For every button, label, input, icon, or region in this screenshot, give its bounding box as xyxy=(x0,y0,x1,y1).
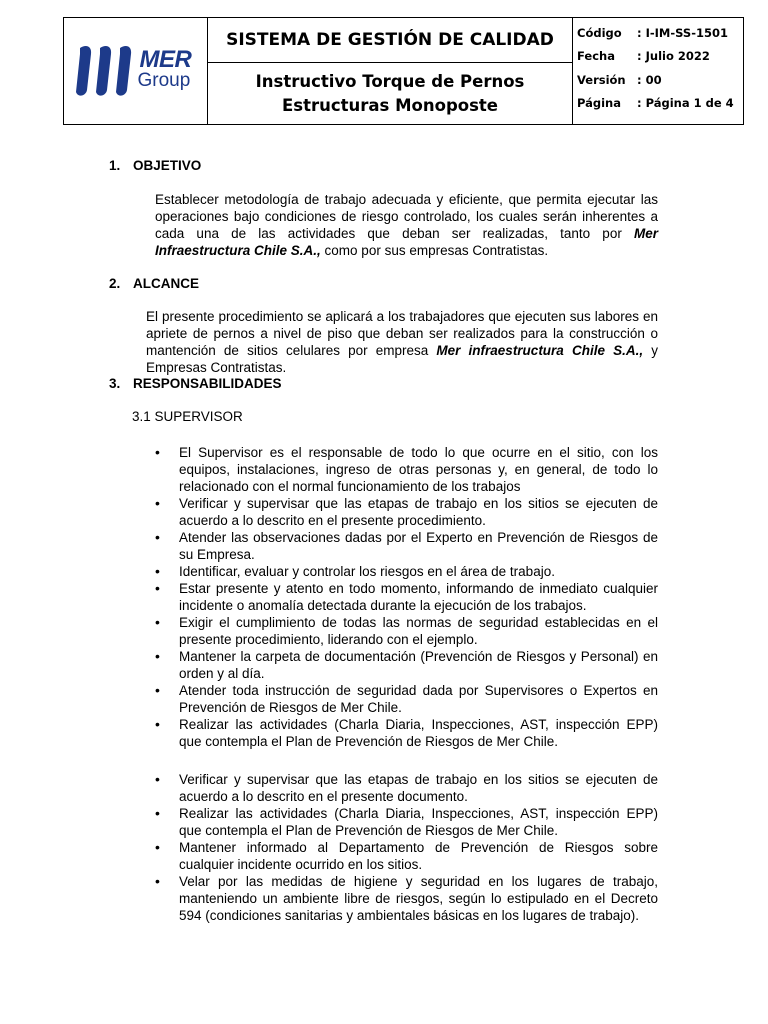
meta-key: Versión xyxy=(577,72,626,87)
alcance-paragraph xyxy=(146,308,658,376)
section-number: 2. xyxy=(109,276,121,291)
paragraph-text: El presente procedimiento se aplicará a los trabajadores que ejecuten sus labores en apriete de pernos a nivel de piso que deban ser realizados para la construcción o mantención de sitios celulares por empresa xyxy=(146,309,658,358)
paragraph-text: Establecer metodología de trabajo adecuada y eficiente, que permita ejecutar las operaciones bajo condiciones de riesgo controlado, los cuales serán inherentes a cada una de las actividades que deban ser realizadas, tanto por xyxy=(155,192,658,241)
list-item: • Verificar y supervisar que las etapas de trabajo en los sitios se ejecuten de acuerdo a lo descrito en el presente procedimiento. xyxy=(155,495,658,529)
metadata-cell xyxy=(573,18,743,124)
mer-group-logo xyxy=(72,44,200,98)
meta-value: : 00 xyxy=(637,72,662,87)
company-name: Mer Infraestructura Chile S.A., xyxy=(155,226,658,258)
list-item: • Estar presente y atento en todo momento, informando de inmediato cualquier incidente o anomalía detectada durante la ejecución de los trabajos. xyxy=(155,580,658,614)
section-heading-alcance xyxy=(109,276,199,291)
meta-row-version xyxy=(577,68,743,92)
section-heading-objetivo xyxy=(109,158,201,173)
meta-value: : Página 1 de 4 xyxy=(637,96,734,111)
section-heading-responsabilidades xyxy=(109,376,282,391)
meta-key: Código xyxy=(577,25,622,40)
list-item: • Mantener informado al Departamento de Prevención de Riesgos sobre cualquier incidente ocurrido en los sitios. xyxy=(155,839,658,873)
list-item: • Velar por las medidas de higiene y seguridad en los lugares de trabajo, manteniendo un ambiente libre de riesgos, según lo estipulado en el Decreto 594 (condiciones sanitarias y ambientales básicas en los lugares de trabajo). xyxy=(155,873,658,924)
document-system-title: SISTEMA DE GESTIÓN DE CALIDAD xyxy=(208,18,572,63)
supervisor-responsibilities-list xyxy=(155,444,658,750)
meta-row-pagina xyxy=(577,92,743,116)
paragraph-text: como por sus empresas Contratistas. xyxy=(320,243,549,258)
meta-key: Fecha xyxy=(577,49,615,64)
meta-key: Página xyxy=(577,96,622,111)
supervisor-responsibilities-list-2 xyxy=(155,771,658,924)
meta-row-codigo xyxy=(577,21,743,45)
list-item: • Atender toda instrucción de seguridad dada por Supervisores o Expertos en Prevención de Riesgos de Mer Chile. xyxy=(155,682,658,716)
meta-value: : I-IM-SS-1501 xyxy=(637,25,728,40)
objetivo-paragraph xyxy=(155,191,658,259)
section-title: ALCANCE xyxy=(133,276,199,291)
company-name: Mer infraestructura Chile S.A., xyxy=(436,343,644,358)
logo-stripes-icon xyxy=(72,44,138,98)
list-item: • Exigir el cumplimiento de todas las normas de seguridad establecidas en el presente procedimiento, liderando con el ejemplo. xyxy=(155,614,658,648)
section-number: 3. xyxy=(109,376,121,391)
list-item: • Realizar las actividades (Charla Diaria, Inspecciones, AST, inspección EPP) que contempla el Plan de Prevención de Riesgos de Mer Chile. xyxy=(155,805,658,839)
document-title: Instructivo Torque de Pernos Estructuras Monoposte xyxy=(255,71,525,115)
paragraph-text: y Empresas Contratistas. xyxy=(146,343,658,375)
subsection-heading-supervisor: 3.1 SUPERVISOR xyxy=(132,409,243,424)
list-item: • Verificar y supervisar que las etapas de trabajo en los sitios se ejecuten de acuerdo a lo descrito en el presente documento. xyxy=(155,771,658,805)
meta-value: : Julio 2022 xyxy=(637,49,710,64)
list-item: • El Supervisor es el responsable de todo lo que ocurre en el sitio, con los equipos, instalaciones, ingreso de otras personas y, en general, de todo lo relacionado con el normal funcionamiento de los trabajos xyxy=(155,444,658,495)
list-item: • Mantener la carpeta de documentación (Prevención de Riesgos y Personal) en orden y al día. xyxy=(155,648,658,682)
list-item: • Identificar, evaluar y controlar los riesgos en el área de trabajo. xyxy=(155,563,658,580)
title-cell xyxy=(208,18,573,124)
section-title: RESPONSABILIDADES xyxy=(133,376,282,391)
document-header xyxy=(63,17,744,125)
logo-text-mer: MER xyxy=(139,46,192,73)
logo-text-group: Group xyxy=(137,70,191,91)
section-title: OBJETIVO xyxy=(133,158,202,173)
list-item: • Realizar las actividades (Charla Diaria, Inspecciones, AST, inspección EPP) que contempla el Plan de Prevención de Riesgos de Mer Chile. xyxy=(155,716,658,750)
list-item: • Atender las observaciones dadas por el Experto en Prevención de Riesgos de su Empresa. xyxy=(155,529,658,563)
section-number: 1. xyxy=(109,158,121,173)
meta-row-fecha xyxy=(577,45,743,69)
logo-cell xyxy=(64,18,208,124)
